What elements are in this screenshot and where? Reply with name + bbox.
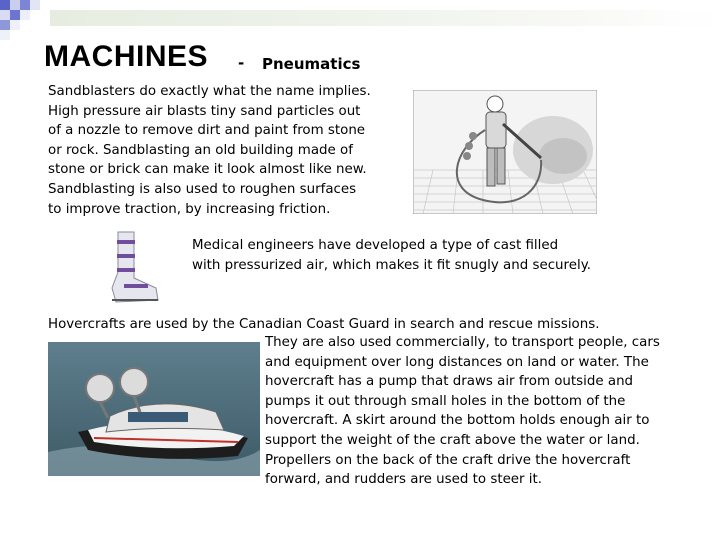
air-cast-image: [104, 228, 162, 306]
sandblasting-paragraph: Sandblasters do exactly what the name implies. High pressure air blasts tiny sand particles out of a nozzle to remove dirt and paint from stone or rock. Sandblasting an old building made of stone or brick can make it look almost like new. Sandblasting is also used to roughen surfaces to improve traction, by increasing friction.: [48, 84, 371, 217]
title-separator: -: [238, 54, 245, 72]
air-cast-paragraph: Medical engineers have developed a type of cast filled with pressurized air, which makes it fit snugly and securely.: [192, 238, 591, 273]
hovercraft-paragraph: They are also used commercially, to transport people, cars and equipment over long distances on land or water. The hovercraft has a pump that draws air from outside and pumps it out through small holes in the bottom of the hovercraft. A skirt around the bottom holds enough air to support the weight of the craft above the water or land. Propellers on the back of the craft drive the hovercraft forward, and rudders are used to steer it.: [265, 335, 660, 488]
hovercraft-image: [48, 342, 260, 476]
slide-title: MACHINES: [44, 40, 209, 73]
hovercraft-intro: Hovercrafts are used by the Canadian Coast Guard in search and rescue missions.: [48, 317, 600, 332]
sandblaster-image: [413, 90, 597, 214]
header-band: [50, 10, 720, 26]
slide-subtitle: Pneumatics: [262, 55, 361, 73]
